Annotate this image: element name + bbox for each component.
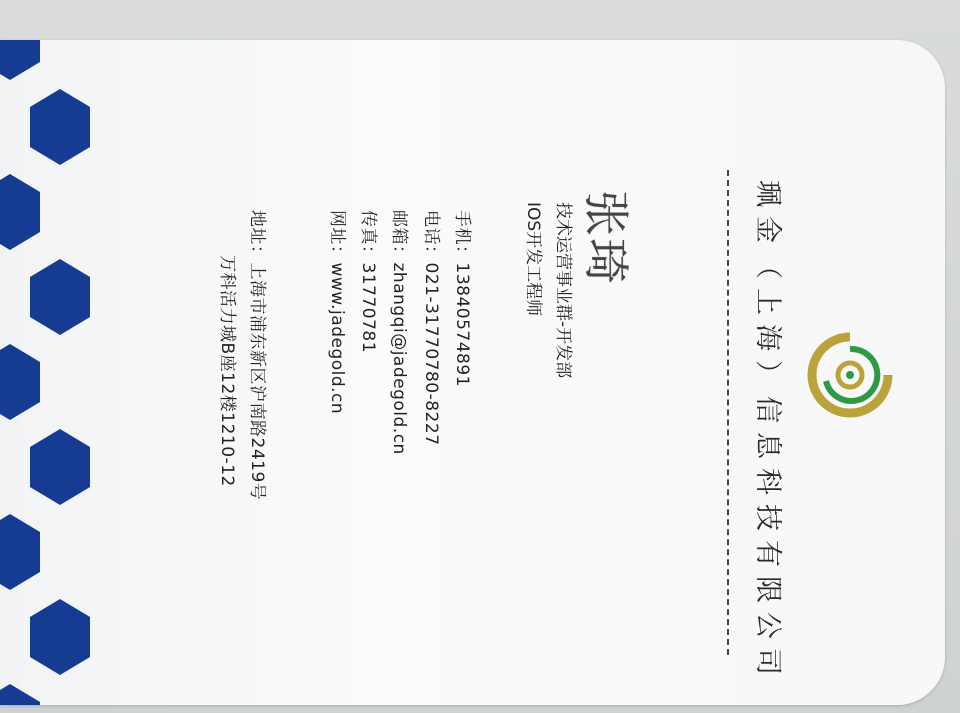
department: 技术运营事业群-开发部 (553, 202, 573, 379)
company-name: 珮金（上海）信息科技有限公司 (752, 180, 783, 684)
job-title: IOS开发工程师 (523, 202, 543, 317)
hexagon-pattern (0, 40, 115, 705)
person-name: 张琦 (579, 190, 633, 286)
website: 网址：www.jadegold.cn (327, 210, 347, 415)
fax-number: 传真：31770781 (358, 210, 378, 354)
phone-number: 电话：021-31770780-8227 (421, 210, 441, 446)
business-card (0, 40, 945, 705)
email-address: 邮箱：zhangqi@jadegold.cn (389, 210, 409, 455)
company-logo (800, 325, 900, 425)
address-line-2: 万科活力城B座12楼1210-12 (217, 255, 237, 487)
dashed-divider (727, 170, 729, 655)
mobile-number: 手机：13840574891 (452, 210, 472, 387)
address-line-1: 地址：上海市浦东新区沪南路2419号 (247, 210, 267, 501)
